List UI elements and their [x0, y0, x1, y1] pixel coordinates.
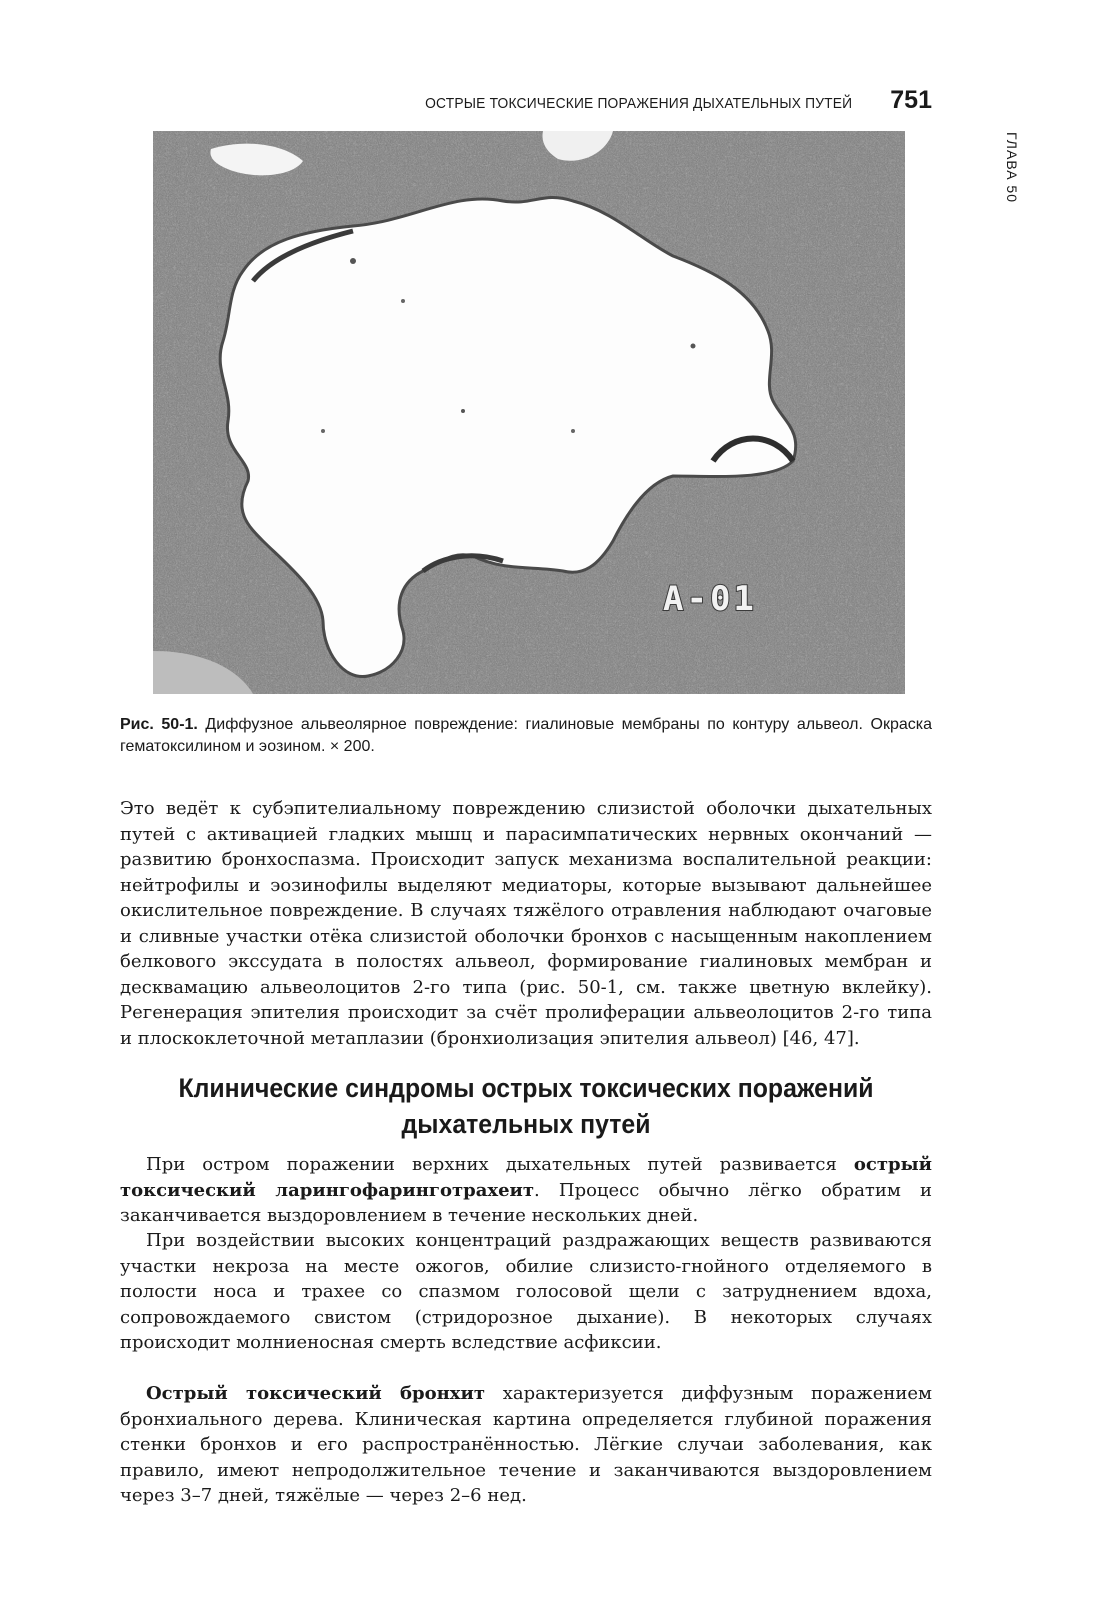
figure-caption-text: Диффузное альвеолярное повреждение: гиалиновые мембраны по контуру альвеол. Окраска гематоксилином и эозином. × 200. — [120, 716, 933, 755]
p4-term: Острый токсический бронхит — [146, 1383, 486, 1404]
paragraph-high-concentration: При воздействии высоких концентраций раздражающих веществ развиваются участки некроза на месте ожогов, обилие слизисто-гнойного отделяемого в полости носа и трахее со спазмом голосовой щели с затруднением вдоха, сопровождаемого свистом (стридорозное дыхание). В некоторых случаях происходит молниеносная смерть вследствие асфиксии. — [120, 1230, 932, 1353]
micrograph-figure — [153, 131, 905, 694]
p2-end: . Процесс обычно лёгко обратим и заканчивается выздоровлением в течение нескольких дней. — [120, 1179, 932, 1226]
running-header — [120, 86, 932, 120]
micrograph-image — [153, 131, 905, 694]
paragraph-laryngopharyngotracheitis — [120, 1152, 932, 1229]
p2-start: При остром поражении верхних дыхательных путей развивается — [146, 1154, 854, 1175]
page-number: 751 — [890, 86, 932, 114]
chapter-tab: ГЛАВА 50 — [1004, 132, 1020, 203]
paragraph-bronchitis — [120, 1381, 932, 1509]
running-header-title: ОСТРЫЕ ТОКСИЧЕСКИЕ ПОРАЖЕНИЯ ДЫХАТЕЛЬНЫХ ПУТЕЙ — [425, 95, 853, 112]
figure-caption — [120, 714, 932, 758]
section-heading: Клинические синдромы острых токсических поражений дыхательных путей — [178, 1073, 874, 1139]
paragraph-pathogenesis: Это ведёт к субэпителиальному повреждению слизистой оболочки дыхательных путей с активацией гладких мышц и парасимпатических нервных окончаний — развитию бронхоспазма. Происходит запуск механизма воспалительной реакции: нейтрофилы и эозинофилы выделяют медиаторы, которые вызывают дальнейшее окислительное повреждение. В случаях тяжёлого отравления наблюдают очаговые и сливные участки отёка слизистой оболочки бронхов с насыщенным накоплением белкового экссудата в полостях альвеол, формирование гиалиновых мембран и десквамацию альвеолоцитов 2-го типа (рис. 50-1, см. также цветную вклейку). Регенерация эпителия происходит за счёт пролиферации альвеолоцитов 2-го типа и плоскоклеточной метаплазии (бронхиолизация эпителия альвеол) [46, 47]. — [120, 798, 932, 1049]
p2-term: острый токсический ларингофаринготрахеит — [120, 1154, 932, 1201]
micrograph-label: A-01 — [663, 579, 757, 619]
p4-rest: характеризуется диффузным поражением бронхиального дерева. Клиническая картина определяется глубиной поражения стенки бронхов и его распространённостью. Лёгкие случаи заболевания, как правило, имеют непродолжительное течение и заканчиваются выздоровлением через 3–7 дней, тяжёлые — через 2–6 нед. — [120, 1383, 932, 1506]
figure-caption-label: Рис. 50-1. — [120, 716, 198, 733]
